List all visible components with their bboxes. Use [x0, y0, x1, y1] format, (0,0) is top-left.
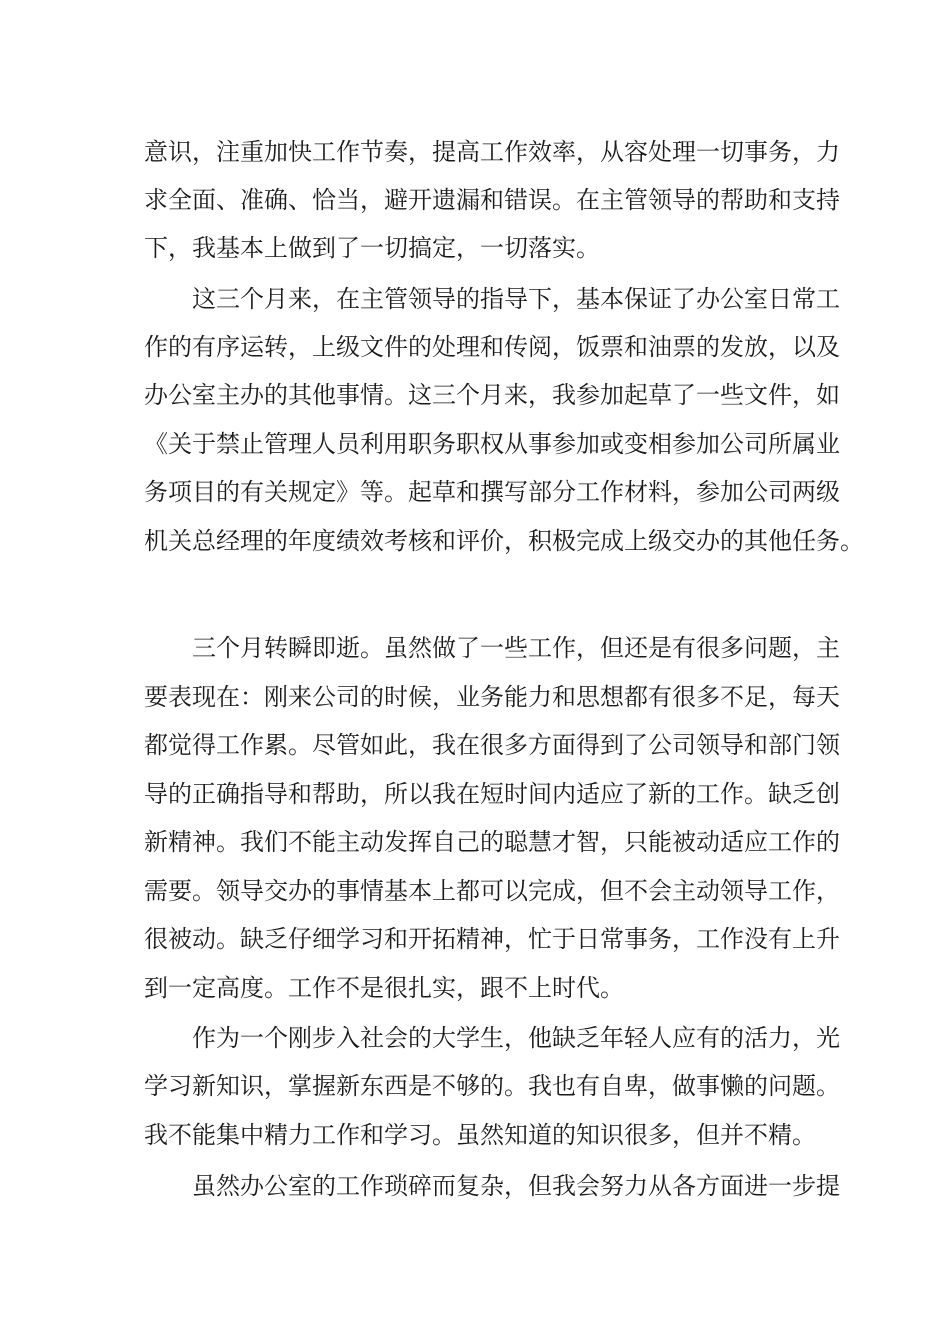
- paragraph-4-line-2: 学习新知识，掌握新东西是不够的。我也有自卑，做事懒的问题。: [144, 1072, 840, 1100]
- paragraph-2-line-6: 机关总经理的年度绩效考核和评价，积极完成上级交办的其他任务。: [144, 527, 864, 555]
- paragraph-3-line-4: 导的正确指导和帮助，所以我在短时间内适应了新的工作。缺乏创: [144, 780, 840, 808]
- paragraph-5-line-1: 虽然办公室的工作琐碎而复杂，但我会努力从各方面进一步提: [192, 1172, 840, 1200]
- paragraph-3-line-2: 要表现在：刚来公司的时候，业务能力和思想都有很多不足，每天: [144, 683, 840, 711]
- paragraph-3-line-5: 新精神。我们不能主动发挥自己的聪慧才智，只能被动适应工作的: [144, 828, 840, 856]
- paragraph-4-line-1: 作为一个刚步入社会的大学生，他缺乏年轻人应有的活力，光: [192, 1024, 840, 1052]
- paragraph-3-line-8: 到一定高度。工作不是很扎实，跟不上时代。: [144, 974, 624, 1002]
- paragraph-2-line-2: 作的有序运转，上级文件的处理和传阅，饭票和油票的发放，以及: [144, 333, 840, 361]
- paragraph-4-line-3: 我不能集中精力工作和学习。虽然知道的知识很多，但并不精。: [144, 1121, 816, 1149]
- paragraph-2-line-4: 《关于禁止管理人员利用职务职权从事参加或变相参加公司所属业: [144, 430, 840, 458]
- paragraph-2-line-3: 办公室主办的其他事情。这三个月来，我参加起草了一些文件，如: [144, 381, 840, 409]
- paragraph-2-line-1: 这三个月来，在主管领导的指导下，基本保证了办公室日常工: [192, 285, 840, 313]
- paragraph-2-line-5: 务项目的有关规定》等。起草和撰写部分工作材料，参加公司两级: [144, 478, 840, 506]
- paragraph-3-line-7: 很被动。缺乏仔细学习和开拓精神，忙于日常事务，工作没有上升: [144, 925, 840, 953]
- paragraph-3-line-3: 都觉得工作累。尽管如此，我在很多方面得到了公司领导和部门领: [144, 731, 840, 759]
- paragraph-3-line-6: 需要。领导交办的事情基本上都可以完成，但不会主动领导工作，: [144, 877, 840, 905]
- paragraph-1-line-2: 求全面、准确、恰当，避开遗漏和错误。在主管领导的帮助和支持: [144, 186, 840, 214]
- paragraph-1-line-1: 意识，注重加快工作节奏，提高工作效率，从容处理一切事务，力: [144, 138, 840, 166]
- paragraph-3-line-1: 三个月转瞬即逝。虽然做了一些工作，但还是有很多问题，主: [192, 634, 840, 662]
- paragraph-1-line-3: 下，我基本上做到了一切搞定，一切落实。: [144, 234, 600, 262]
